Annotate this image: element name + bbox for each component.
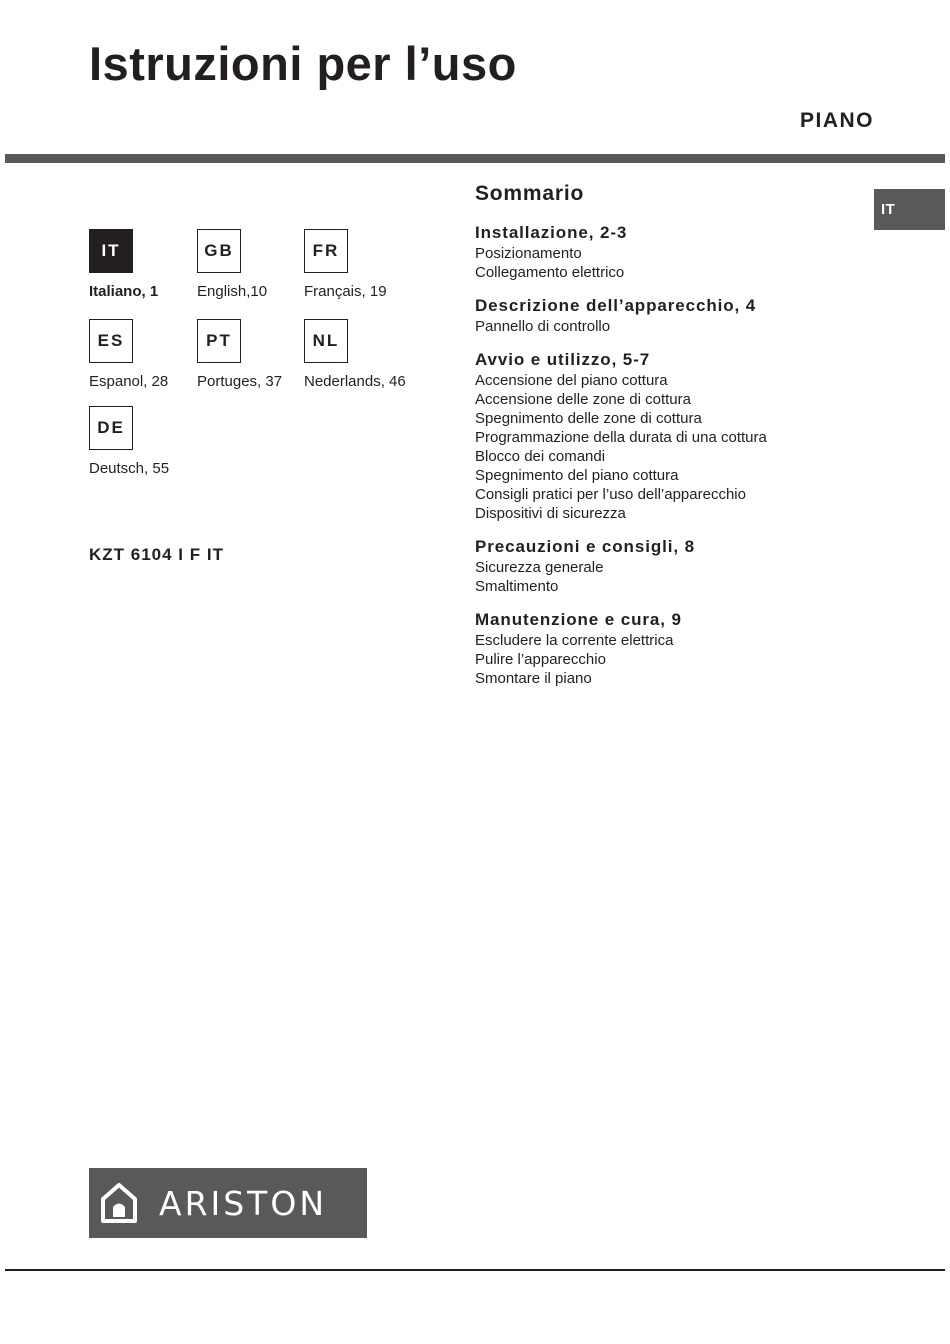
toc-section-title[interactable]: Installazione, 2-3 [475,223,628,242]
toc-section-title[interactable]: Manutenzione e cura, 9 [475,610,682,629]
toc-item[interactable]: Posizionamento [475,245,582,262]
toc-item[interactable]: Collegamento elettrico [475,264,625,281]
lang-label-pt[interactable]: Portuges, 37 [197,373,283,390]
toc-section-title[interactable]: Avvio e utilizzo, 5-7 [475,350,651,369]
brand-name: ARISTON [159,1183,328,1223]
toc-item[interactable]: Escludere la corrente elettrica [475,632,674,649]
lang-label-es[interactable]: Espanol, 28 [89,373,169,390]
toc-item[interactable]: Dispositivi di sicurezza [475,505,626,522]
lang-label-de[interactable]: Deutsch, 55 [89,460,170,477]
lang-label-gb[interactable]: English,10 [197,283,268,300]
toc-section-title[interactable]: Precauzioni e consigli, 8 [475,537,695,556]
toc-item[interactable]: Consigli pratici per l’uso dell’apparecchio [475,486,746,503]
lang-label-nl[interactable]: Nederlands, 46 [304,373,406,390]
toc-item[interactable]: Smaltimento [475,578,559,595]
toc-item[interactable]: Pulire l’apparecchio [475,651,606,668]
page-title: Istruzioni per l’uso [89,37,517,90]
lang-box-gb[interactable]: GB [197,229,241,273]
lang-box-de[interactable]: DE [89,406,133,450]
toc-section-avvio [475,349,895,523]
toc-section-descrizione [475,295,895,336]
toc-item[interactable]: Pannello di controllo [475,318,611,335]
toc-item[interactable]: Smontare il piano [475,670,592,687]
model-number: KZT 6104 I F IT [89,545,224,564]
lang-box-pt[interactable]: PT [197,319,241,363]
toc-item[interactable]: Spegnimento delle zone di cottura [475,410,702,427]
lang-box-nl[interactable]: NL [304,319,348,363]
toc-item[interactable]: Sicurezza generale [475,559,604,576]
language-tab: IT [874,189,945,230]
toc-section-manutenzione [475,609,895,688]
house-icon [99,1181,139,1225]
lang-label-fr[interactable]: Français, 19 [304,283,387,300]
toc-section-precauzioni [475,536,895,596]
lang-box-es[interactable]: ES [89,319,133,363]
toc-heading: Sommario [475,182,585,205]
toc-item[interactable]: Spegnimento del piano cottura [475,467,679,484]
toc-item[interactable]: Blocco dei comandi [475,448,606,465]
header-divider [5,154,945,163]
lang-box-fr[interactable]: FR [304,229,348,273]
ariston-logo [89,1168,367,1238]
lang-label-it[interactable]: Italiano, 1 [89,283,159,300]
lang-box-it[interactable]: IT [89,229,133,273]
product-type: PIANO [799,109,874,132]
toc-item[interactable]: Accensione del piano cottura [475,372,668,389]
footer-divider [5,1269,945,1271]
toc-item[interactable]: Programmazione della durata di una cottura [475,429,767,446]
toc-item[interactable]: Accensione delle zone di cottura [475,391,691,408]
toc-section-title[interactable]: Descrizione dell’apparecchio, 4 [475,296,757,315]
table-of-contents [475,180,895,701]
toc-section-installazione [475,222,895,282]
